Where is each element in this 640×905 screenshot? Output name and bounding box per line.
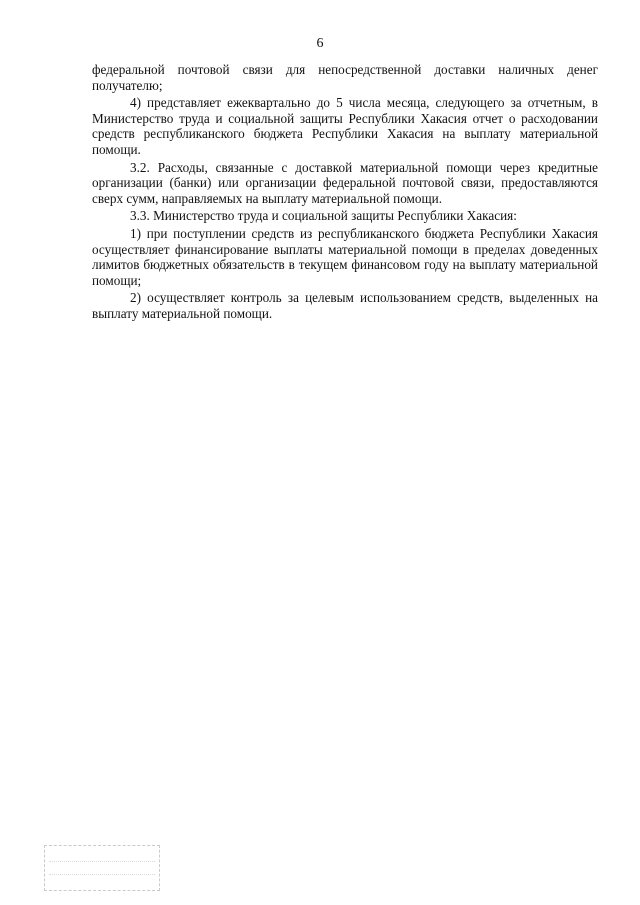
document-body [92,62,598,324]
paragraph-3-2: 3.2. Расходы, связанные с доставкой материальной помощи через кредитные организации (банки) или организации федеральной почтовой связи, предоставляются сверх сумм, направляемых на выплату материальной помощи. [92,159,598,206]
paragraph-item-2: 2) осуществляет контроль за целевым использованием средств, выделенных на выплату материальной помощи. [92,290,598,321]
stamp-line [49,862,155,875]
stamp-line [49,875,155,887]
paragraph-item-1: 1) при поступлении средств из республиканского бюджета Республики Хакасия осуществляет финансирование выплаты материальной помощи в пределах доведенных лимитов бюджетных обязательств в текущем финансовом году на выплату материальной помощи; [92,225,598,288]
stamp-line [49,849,155,862]
page-number: 6 [316,36,324,51]
paragraph-item-4: 4) представляет ежеквартально до 5 числа месяца, следующего за отчетным, в Министерство труда и социальной защиты Республики Хакасия отчет о расходовании средств республиканского бюджета Республики Хакасия на выплату материальной помощи. [92,95,598,157]
faded-stamp [44,845,160,891]
paragraph-3-3: 3.3. Министерство труда и социальной защиты Республики Хакасия: [130,208,517,224]
paragraph-continuation: федеральной почтовой связи для непосредственной доставки наличных денег получателю; [92,62,598,93]
